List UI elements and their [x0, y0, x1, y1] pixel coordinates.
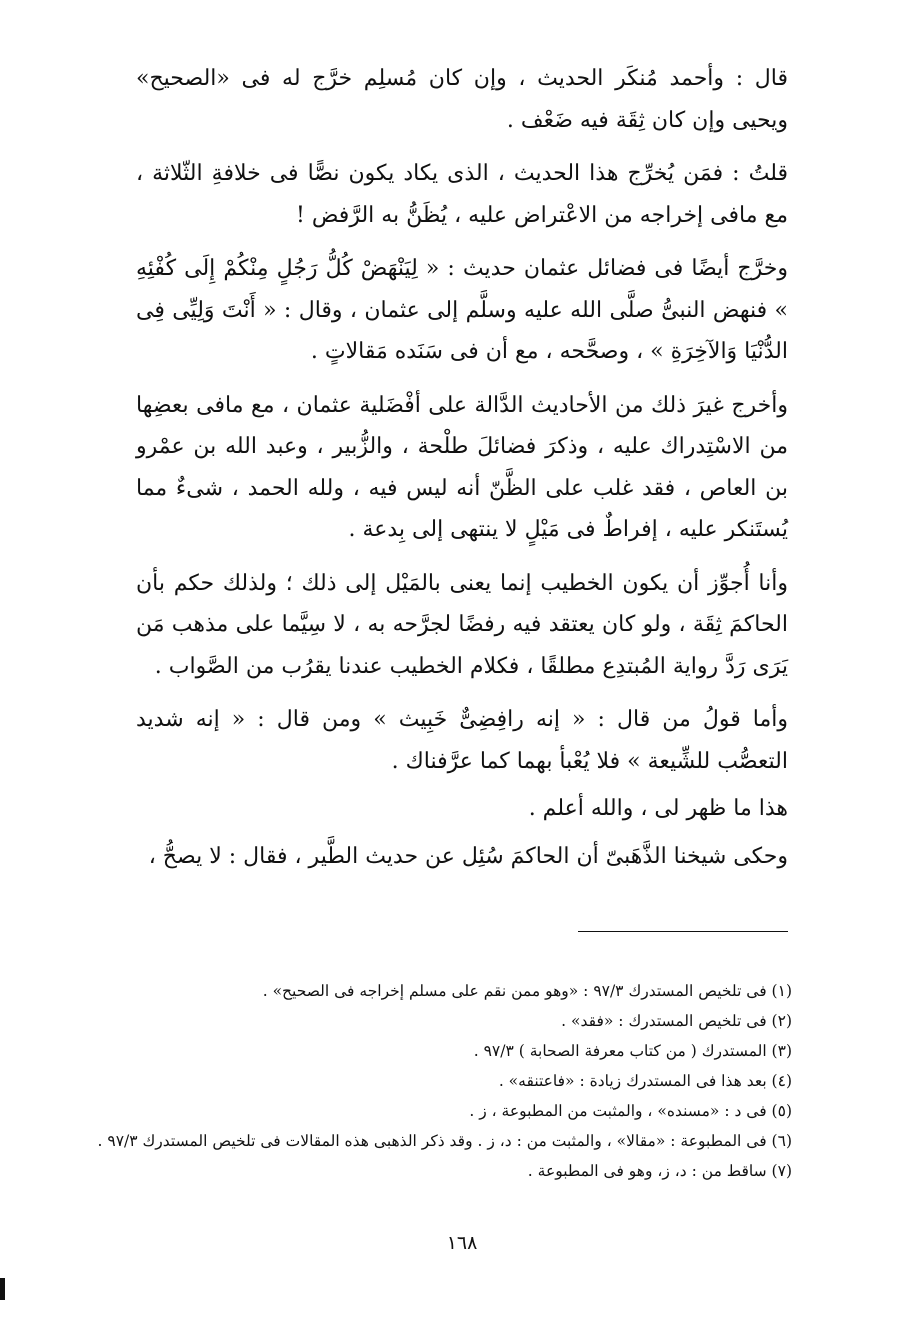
footnote-5: (٥) فى د : «مسنده» ، والمثبت من المطبوعة ، ز . — [469, 1102, 792, 1120]
main-text — [136, 58, 788, 889]
footnote-7: (٧) ساقط من : د، ز، وهو فى المطبوعة . — [527, 1162, 792, 1180]
paragraph-8: وحكى شيخنا الذَّهَبىّ أن الحاكمَ سُئِل عن حديث الطَّير ، فقال : لا يصحُّ ، — [148, 843, 788, 869]
footnote-4: (٤) بعد هذا فى المستدرك زيادة : «فاعتنقه» . — [498, 1072, 792, 1090]
footnotes — [97, 976, 792, 1186]
footnote-3: (٣) المستدرك ( من كتاب معرفة الصحابة ) ٩٧/٣ . — [473, 1042, 792, 1060]
footnote-separator — [578, 931, 788, 932]
paragraph-7: هذا ما ظهر لى ، والله أعلم . — [528, 796, 788, 821]
paragraph-1: قال : وأحمد مُنكَر الحديث ، وإن كان مُسلِم خرَّج له فى «الصحيح» ويحيى وإن كان ثِقَة فيه ضَعْف . — [136, 66, 788, 133]
paragraph-6: وأما قولُ من قال : « إنه رافِضِىٌّ خَبِيث » ومن قال : « إنه شديد التعصُّب للشِّيعة » فلا يُعْبأ بهما كما عرَّفناك . — [136, 707, 788, 774]
paragraph-4: وأخرج غيرَ ذلك من الأحاديث الدَّالة على أفْضَلية عثمان ، مع مافى بعضِها من الاسْتِدراك عليه ، وذكرَ فضائلَ طلْحة ، والزُّبير ، وعبد الله بن عمْرو بن العاص ، فقد غلب على الظَّنّ أنه ليس فيه ، ولله الحمد ، شىءٌ مما يُستَنكر عليه ، إفراطٌ فى مَيْلٍ لا ينتهى إلى بِدعة . — [136, 392, 788, 542]
paragraph-3: وخرَّج أيضًا فى فضائل عثمان حديث : « لِيَنْهَضْ كُلُّ رَجُلٍ مِنْكُمْ إِلَى كُفْئِهِ » فنهض النبىُّ صلَّى الله عليه وسلَّم إلى عثمان ، وقال : « أَنْتَ وَلِيِّى فِى الدُّنْيَا وَالآخِرَةِ » ، وصحَّحه ، مع أن فى سَنَده مَقالاتٍ . — [136, 256, 788, 364]
footnote-1: (١) فى تلخيص المستدرك ٩٧/٣ : «وهو ممن نقم على مسلم إخراجه فى الصحيح» . — [262, 982, 792, 1000]
paragraph-5: وأنا أُجوِّز أن يكون الخطيب إنما يعنى بالمَيْل إلى ذلك ؛ ولذلك حكم بأن الحاكمَ ثِقَة ، ولو كان يعتقد فيه رفضًا لجرَّحه به ، لا سِيَّما على مذهب مَن يَرَى رَدَّ رواية المُبتدِع مطلقًا ، فكلام الخطيب عندنا يقرُب من الصَّواب . — [136, 570, 788, 679]
paragraph-2: قلتُ : فمَن يُخرِّج هذا الحديث ، الذى يكاد يكون نصًّا فى خلافةِ الثّلاثة ، مع مافى إخراجه من الاعْتراض عليه ، يُظَنُّ به الرَّفض ! — [136, 161, 788, 228]
footnote-6: (٦) فى المطبوعة : «مقالا» ، والمثبت من : د، ز . وقد ذكر الذهبى هذه المقالات فى تلخيص المستدرك ٩٧/٣ . — [97, 1132, 792, 1150]
footnote-2: (٢) فى تلخيص المستدرك : «فقد» . — [561, 1012, 792, 1030]
scan-edge-mark — [0, 1278, 5, 1300]
page-number: ١٦٨ — [446, 1232, 478, 1254]
